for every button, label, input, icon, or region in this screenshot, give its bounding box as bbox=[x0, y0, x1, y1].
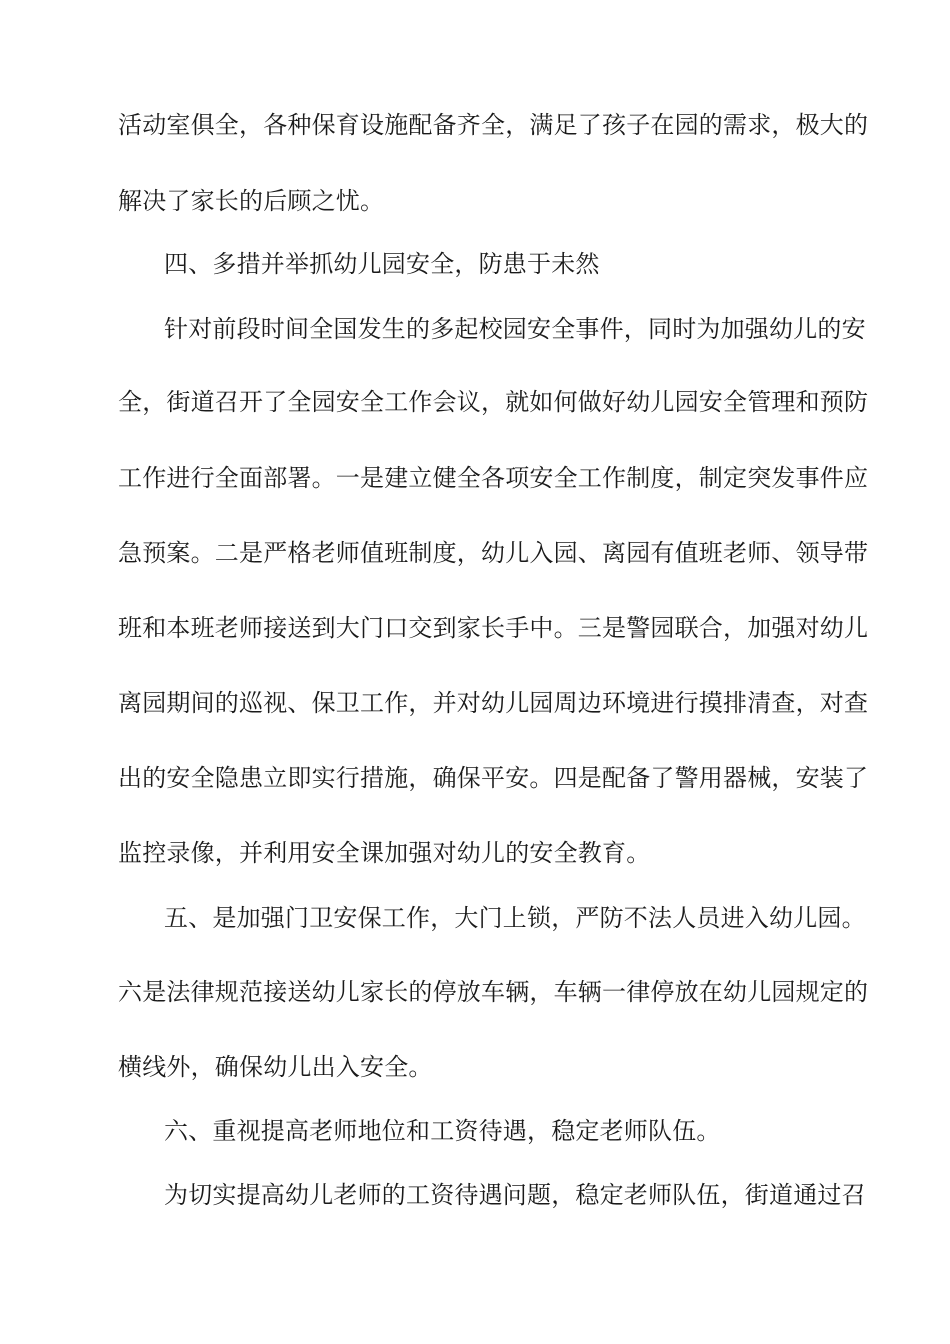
section-heading: 六、重视提高老师地位和工资待遇，稳定老师队伍。 bbox=[164, 1117, 721, 1145]
section-heading: 四、多措并举抓幼儿园安全，防患于未然 bbox=[164, 250, 600, 278]
paragraph-line: 全，街道召开了全园安全工作会议，就如何做好幼儿园安全管理和预防 bbox=[118, 388, 869, 416]
paragraph-line: 工作进行全面部署。一是建立健全各项安全工作制度，制定突发事件应 bbox=[118, 464, 869, 492]
paragraph-line: 解决了家长的后顾之忧。 bbox=[118, 187, 385, 215]
paragraph-line: 急预案。二是严格老师值班制度，幼儿入园、离园有值班老师、领导带 bbox=[118, 539, 869, 567]
paragraph-line: 横线外，确保幼儿出入安全。 bbox=[118, 1053, 433, 1081]
paragraph-line: 离园期间的巡视、保卫工作，并对幼儿园周边环境进行摸排清查，对查 bbox=[118, 689, 869, 717]
paragraph-line: 监控录像，并利用安全课加强对幼儿的安全教育。 bbox=[118, 839, 651, 867]
paragraph-line: 班和本班老师接送到大门口交到家长手中。三是警园联合，加强对幼儿 bbox=[118, 614, 869, 642]
paragraph-line: 六是法律规范接送幼儿家长的停放车辆，车辆一律停放在幼儿园规定的 bbox=[118, 978, 869, 1006]
paragraph-line: 为切实提高幼儿老师的工资待遇问题，稳定老师队伍，街道通过召 bbox=[164, 1181, 866, 1209]
paragraph-line: 活动室俱全，各种保育设施配备齐全，满足了孩子在园的需求，极大的 bbox=[118, 111, 869, 139]
section-heading: 五、是加强门卫安保工作，大门上锁，严防不法人员进入幼儿园。 bbox=[164, 904, 866, 932]
paragraph-line: 出的安全隐患立即实行措施，确保平安。四是配备了警用器械，安装了 bbox=[118, 764, 869, 792]
paragraph-line: 针对前段时间全国发生的多起校园安全事件，同时为加强幼儿的安 bbox=[164, 315, 866, 343]
